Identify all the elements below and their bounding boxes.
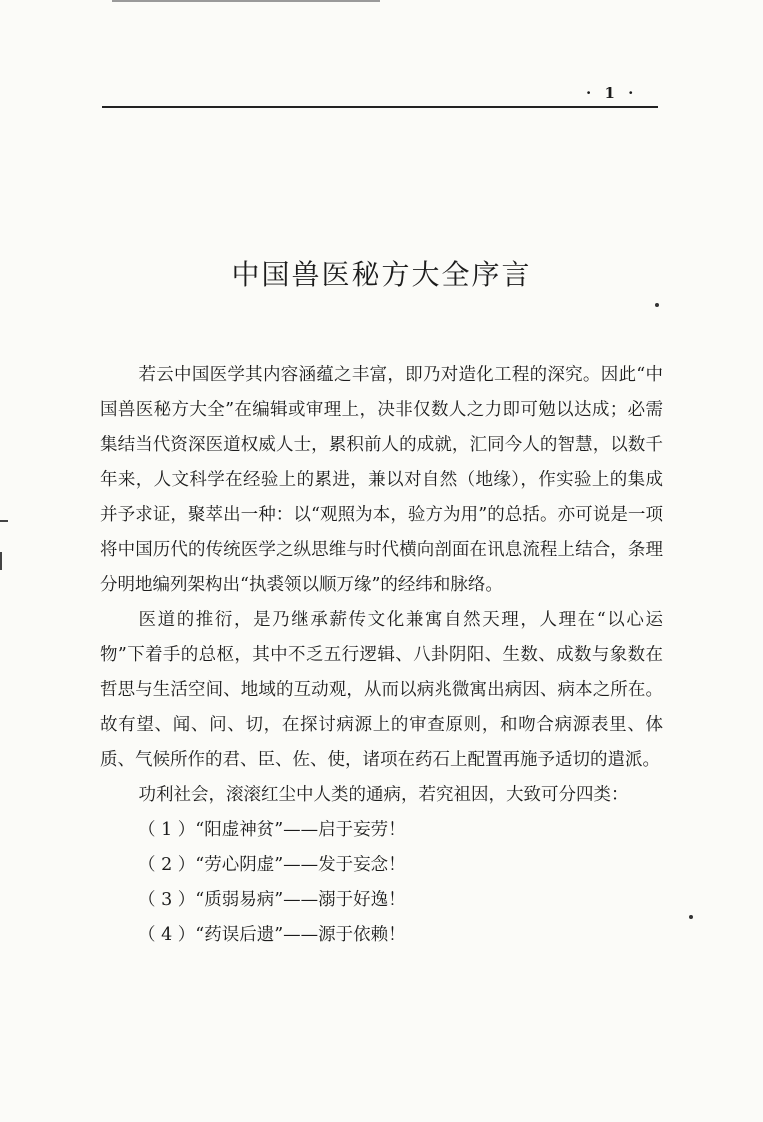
margin-scan-mark (0, 552, 8, 570)
list-item: （ 3 ）“质弱易病”——溺于好逸！ (138, 890, 406, 910)
scan-speck (655, 303, 659, 307)
paragraph-3: 功利社会，滚滚红尘中人类的通病，若究祖因，大致可分四类： (138, 785, 629, 805)
list-item: （ 2 ）“劳心阴虚”——发于妄念！ (138, 855, 406, 875)
cause-list (100, 813, 663, 953)
page-title: 中国兽医秘方大全序言 (231, 258, 532, 291)
list-item: （ 4 ）“药误后遗”——源于依赖！ (138, 925, 406, 945)
paragraph-2: 医道的推衍，是乃继承薪传文化兼寓自然天理，人理在“以心运物”下着手的总枢，其中不乏五行逻辑、八卦阴阳、生数、成数与象数在哲思与生活空间、地域的互动观，从而以病兆微寓出病因、病本之所在。故有望、闻、问、切，在探讨病源上的审查原则，和吻合病源表里、体质、气候所作的君、臣、佐、使，诸项在药石上配置再施予适切的遣派。 (100, 610, 663, 770)
paragraph-1: 若云中国医学其内容涵蕴之丰富，即乃对造化工程的深究。因此“中国兽医秘方大全”在编辑或审理上，决非仅数人之力即可勉以达成；必需集结当代资深医道权威人士，累积前人的成就，汇同今人的智慧，以数千年来，人文科学在经验上的累进，兼以对自然（地缘），作实验上的集成并予求证，聚萃出一种：以“观照为本，验方为用”的总括。亦可说是一项将中国历代的传统医学之纵思维与时代横向剖面在讯息流程上结合，条理分明地编列架构出“执裘领以顺万缘”的经纬和脉络。 (100, 365, 663, 595)
list-item: （ 1 ）“阳虚神贫”——启于妄劳！ (138, 820, 406, 840)
page-number: · 1 · (586, 84, 638, 102)
preface-body (100, 358, 663, 953)
scan-edge-line (112, 0, 380, 2)
header-rule (102, 106, 658, 108)
margin-scan-mark (0, 520, 8, 522)
scan-speck (689, 915, 693, 919)
